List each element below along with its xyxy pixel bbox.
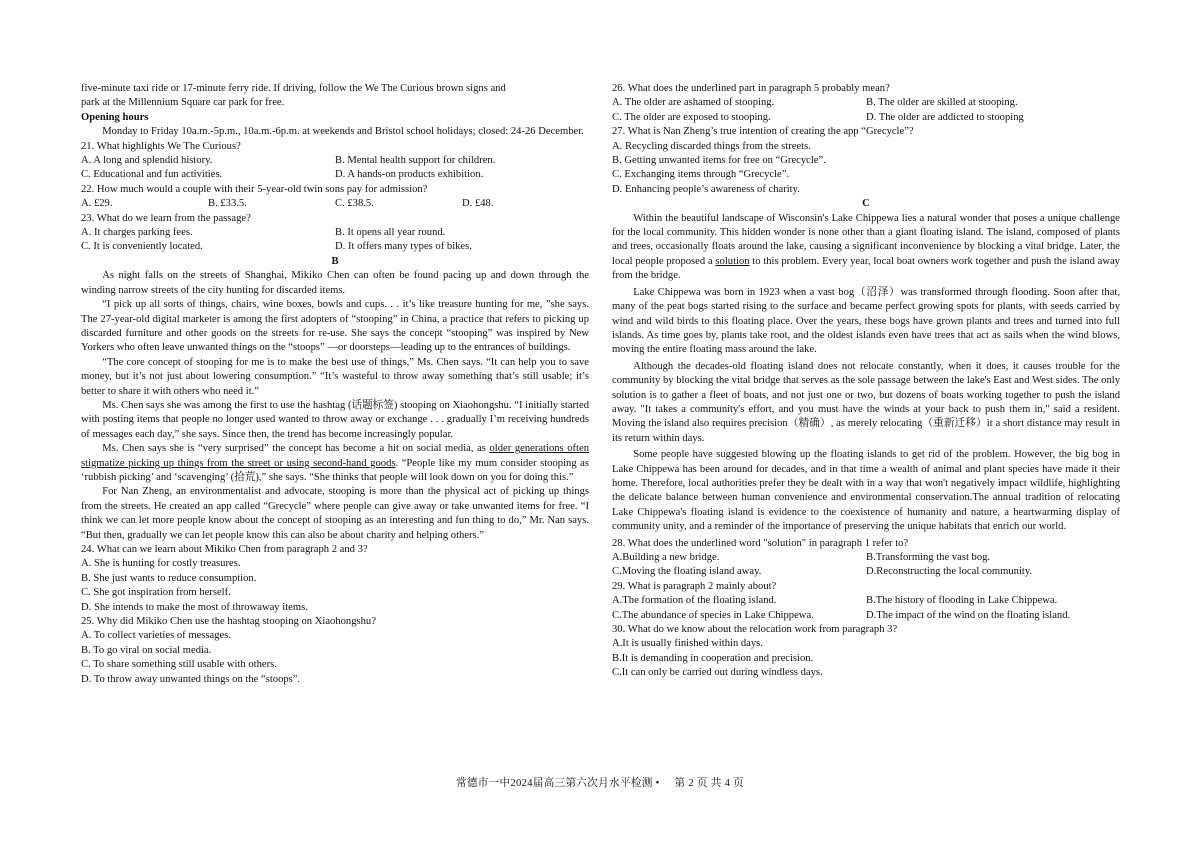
- option: C. It is conveniently located.: [81, 241, 203, 253]
- intro-line-1: five-minute taxi ride or 17-minute ferry ride. If driving, follow the We The Curious brown signs and: [81, 83, 506, 94]
- opening-hours-heading: Opening hours: [81, 111, 149, 123]
- passage-b-paragraph-2: “I pick up all sorts of things, chairs, wine boxes, bowls and cups. . . it’s like treasure hunting for me, ”she says. The 27-year-old digital marketer is among the first adopters of “stooping” in China, a practice that refers to picking up discarded furniture and other goods on the streets for re-use. She says the concept “stooping” was inspired by New Yorkers who often leave unwanted things on the “stoops” —or doorsteps—leading up to the entrances of buildings.: [81, 299, 589, 354]
- passage-b-paragraph-1: As night falls on the streets of Shanghai, Mikiko Chen can often be found pacing up and down through the winding narrow streets of the city hunting for discarded items.: [81, 270, 589, 296]
- question-27: 27. What is Nan Zheng’s true intention of creating the app “Grecycle”?: [612, 126, 914, 138]
- intro-line-2: park at the Millennium Square car park for free.: [81, 97, 285, 109]
- option: A.Building a new bridge.: [612, 552, 720, 563]
- option: B. The older are skilled at stooping.: [866, 97, 1018, 109]
- question-22: 22. How much would a couple with their 5-year-old twin sons pay for admission?: [81, 183, 428, 195]
- option: A. The older are ashamed of stooping.: [612, 97, 775, 109]
- question-22-options: [81, 197, 589, 211]
- option: C. To share something still usable with others.: [81, 659, 277, 671]
- question-29: 29. What is paragraph 2 mainly about?: [612, 580, 777, 592]
- question-30: 30. What do we know about the relocation work from paragraph 3?: [612, 624, 898, 636]
- page-footer: [0, 775, 1200, 790]
- question-26: 26. What does the underlined part in paragraph 5 probably mean?: [612, 83, 890, 94]
- option: C. £38.5.: [335, 198, 374, 210]
- underlined-word: solution: [715, 255, 750, 267]
- option: A. Recycling discarded things from the streets.: [612, 140, 811, 152]
- option: A. She is hunting for costly treasures.: [81, 558, 241, 570]
- question-21: 21. What highlights We The Curious?: [81, 140, 241, 152]
- passage-c-paragraph-4: Some people have suggested blowing up the floating islands to get rid of the problem. However, the big bog in Lake Chippewa has been around for decades, and in that time a wealth of animal and plant species have made it their home. Therefore, local authorities prefer they be dealt with in a way that won't negatively impact wildlife, highlighting the delicate balance between human convenience and environmental conservation.The annual tradition of relocating Lake Chippewa's floating island is evidence to the coexistence of humanity and nature, a heartwarming display of community unity, and a reminder of the importance of preserving the unique habitats that enrich our world.: [612, 449, 1120, 533]
- option: B.The history of flooding in Lake Chippewa.: [866, 595, 1058, 607]
- option: B.Transforming the vast bog.: [866, 552, 991, 563]
- option: B. It opens all year round.: [335, 227, 446, 239]
- option: B. Getting unwanted items for free on “Grecycle”.: [612, 155, 826, 167]
- option: D. The older are addicted to stooping: [866, 111, 1024, 123]
- question-21-options: [81, 154, 589, 183]
- option: C. She got inspiration from herself.: [81, 587, 231, 599]
- question-25: 25. Why did Mikiko Chen use the hashtag stooping on Xiaohongshu?: [81, 616, 376, 628]
- question-28: 28. What does the underlined word "solution" in paragraph 1 refer to?: [612, 537, 909, 549]
- paragraph-5-text: Ms. Chen says she is “very surprised” the concept has become a hit on social media, as: [102, 443, 490, 455]
- option: B. She just wants to reduce consumption.: [81, 572, 257, 584]
- question-23: 23. What do we learn from the passage?: [81, 212, 251, 224]
- option: C. Educational and fun activities.: [81, 169, 223, 181]
- passage-b-paragraph-5: [81, 442, 589, 485]
- passage-b-paragraph-6: For Nan Zheng, an environmentalist and advocate, stooping is more than the physical act of picking up things from the streets. He created an app called “Grecycle” where people can give away or take unwanted items for free. “I think we can let more people know about the concept of stooping as an interesting and fun thing to do,” Mr. Nan says. “But then, gradually we can let people know this can also be about charity and helping others.”: [81, 486, 589, 541]
- passage-b-paragraph-3: “The core concept of stooping for me is to make the best use of things,” Ms. Chen says. “It can help you to save money, but it’s not just about lowering consumption.” “It’s wasteful to throw away something that’s still usable; it’s better to share it with others who need it.”: [81, 356, 589, 397]
- option: B. Mental health support for children.: [335, 155, 496, 167]
- left-column: [81, 82, 589, 687]
- option: C.It can only be carried out during windless days.: [612, 667, 823, 679]
- opening-hours-text: Monday to Friday 10a.m.-5p.m., 10a.m.-6p.m. at weekends and Bristol school holidays; closed: 24-26 December.: [102, 126, 584, 138]
- question-28-options: [612, 551, 1120, 580]
- paragraph-5-text: . “People like my mum consider stooping as ‘rubbish picking’ and ‘scavenging’ (拾荒),” she says. “She thinks that people will look down on you for doing this.”: [81, 457, 589, 483]
- option: D.The impact of the wind on the floating island.: [866, 609, 1071, 621]
- exam-title: 常德市一中2024届高三第六次月水平检测 •: [455, 778, 660, 789]
- passage-b-paragraph-4: Ms. Chen says she was among the first to use the hashtag (话题标签) stooping on Xiaohongshu. “I initially started with posting items that people no longer used wanted to throw away or exchange . . . gradually I’m receiving hundreds of messages each day,” she says. Since then, the trend has become increasingly popular.: [81, 399, 589, 440]
- question-23-options: [81, 226, 589, 255]
- option: C. The older are exposed to stooping.: [612, 111, 771, 123]
- section-b-heading: B: [331, 255, 339, 267]
- option: D. She intends to make the most of throwaway items.: [81, 601, 308, 613]
- option: C.The abundance of species in Lake Chippewa.: [612, 609, 814, 621]
- passage-c-paragraph-1: [612, 212, 1120, 284]
- question-26-options: [612, 96, 1120, 125]
- option: B. To go viral on social media.: [81, 644, 212, 656]
- option: B.It is demanding in cooperation and precision.: [612, 652, 814, 664]
- paragraph-1-text: to this problem. Every year, local boat owners work together and push the island away from the bridge.: [612, 255, 1120, 282]
- right-column: [612, 82, 1120, 681]
- option: A. It charges parking fees.: [81, 227, 193, 239]
- option: C. Exchanging items through “Grecycle”.: [612, 169, 790, 181]
- passage-c-paragraph-2: Lake Chippewa was born in 1923 when a vast bog（沼泽）was transformed through flooding. Soon after that, many of the peat bogs started rising to the surface and became perfect growing spots for plants, with seeds carried by wind and wild birds to this floating place. Over the years, these bogs have grown plants and trees and turned into full islands. As time goes by, plants take root, and the oldest islands even have trees that act as sails when the wind blows, moving the entire floating mass around the lake.: [612, 286, 1120, 356]
- page-number: 第 2 页 共 4 页: [674, 778, 745, 789]
- underlined-part: older generations often stigmatize picking up things from the street or using second-hand goods: [81, 443, 589, 469]
- option: A.It is usually finished within days.: [612, 638, 763, 650]
- passage-c-paragraph-3: Although the decades-old floating island does not relocate constantly, when it does, it causes trouble for the community by blocking the vital bridge that serves as the sole passage between the lake's East and West sides. The only solution is to gather a fleet of boats, and not just one or two, but dozens of boats working together to push the island away. "It takes a community's effort, and you must have the winds at your back to push them in," said a resident. Moving the island also requires precision（精确）, as merely relocating（重新迁移）it a short distance may result in its return within days.: [612, 360, 1120, 444]
- question-24: 24. What can we learn about Mikiko Chen from paragraph 2 and 3?: [81, 544, 368, 555]
- option: D. Enhancing people’s awareness of charity.: [612, 183, 800, 195]
- option: D. It offers many types of bikes.: [335, 241, 472, 253]
- question-29-options: [612, 594, 1120, 623]
- option: A. To collect varieties of messages.: [81, 630, 231, 642]
- option: B. £33.5.: [208, 198, 247, 210]
- option: A. A long and splendid history.: [81, 155, 213, 167]
- paragraph-1-text: Within the beautiful landscape of Wisconsin's Lake Chippewa lies a natural wonder that poses a unique challenge for the local community. This hidden wonder is none other than a giant floating island. The island, composed of plants and trees, occasionally floats around the lake, causing a significant inconvenience by blocking a vital bridge. Later, the local people proposed a: [612, 212, 1120, 267]
- option: D.Reconstructing the local community.: [866, 566, 1033, 578]
- option: D. £48.: [462, 198, 494, 210]
- option: A.The formation of the floating island.: [612, 595, 777, 607]
- section-c-heading: C: [862, 198, 870, 210]
- option: A. £29.: [81, 198, 113, 210]
- option: D. To throw away unwanted things on the “stoops”.: [81, 673, 301, 685]
- option: C.Moving the floating island away.: [612, 566, 762, 578]
- option: D. A hands-on products exhibition.: [335, 169, 484, 181]
